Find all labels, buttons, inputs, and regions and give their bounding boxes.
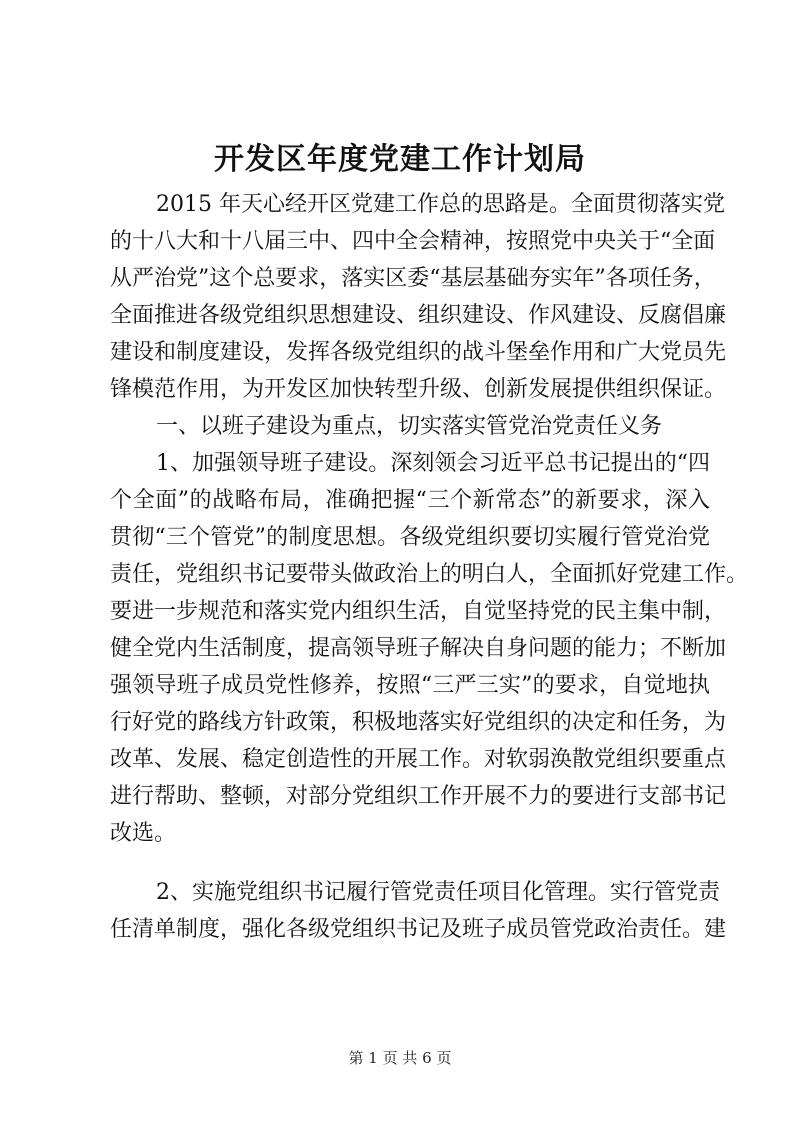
section-heading [110,408,710,445]
text-line: 健全党内生活制度，提高领导班子解决自身问题的能力；不断加 [110,636,727,661]
text-line: 建设和制度建设，发挥各级党组织的战斗堡垒作用和广大党员先 [110,340,727,365]
text-line: 锋模范作用，为开发区加快转型升级、创新发展提供组织保证。 [110,377,727,402]
text-line: 个全面”的战略布局，准确把握“三个新常态”的新要求，深入 [110,488,710,513]
text-line: 贯彻“三个管党”的制度思想。各级党组织要切实履行管党治党 [110,525,710,550]
text-line: 行好党的路线方针政策，积极地落实好党组织的决定和任务，为 [110,710,727,735]
text-line: 改选。 [110,821,177,846]
document-body [110,186,749,948]
text-line: 2015 年天心经开区党建工作总的思路是。全面贯彻落实党 [156,192,725,217]
text-line: 强领导班子成员党性修养，按照“三严三实”的要求，自觉地执 [110,673,710,698]
text-line: 任清单制度，强化各级党组织书记及班子成员管党政治责任。建 [110,917,727,942]
text-line: 要进一步规范和落实党内组织生活，自觉坚持党的民主集中制， [110,599,727,624]
page-number-footer: 第 1 页 共 6 页 [348,1049,452,1067]
paragraph-intro [110,186,727,408]
text-line: 进行帮助、整顿，对部分党组织工作开展不力的要进行支部书记 [110,784,727,809]
paragraph-item-2 [110,874,727,948]
document-title: 开发区年度党建工作计划局 [214,142,586,177]
text-line: 2、实施党组织书记履行管党责任项目化管理。实行管党责 [156,880,720,905]
text-line: 从严治党”这个总要求，落实区委“基层基础夯实年”各项任务， [110,266,716,291]
text-line: 改革、发展、稳定创造性的开展工作。对软弱涣散党组织要重点 [110,747,727,772]
text-line: 1、加强领导班子建设。深刻领会习近平总书记提出的“四 [156,451,710,476]
text-line: 一、以班子建设为重点，切实落实管党治党责任义务 [156,414,663,439]
text-line: 的十八大和十八届三中、四中全会精神，按照党中央关于“全面 [110,229,716,254]
paragraph-item-1 [110,445,749,852]
text-line: 全面推进各级党组织思想建设、组织建设、作风建设、反腐倡廉 [110,303,727,328]
paragraph-gap [110,852,710,874]
text-line: 责任，党组织书记要带头做政治上的明白人，全面抓好党建工作。 [110,562,749,587]
